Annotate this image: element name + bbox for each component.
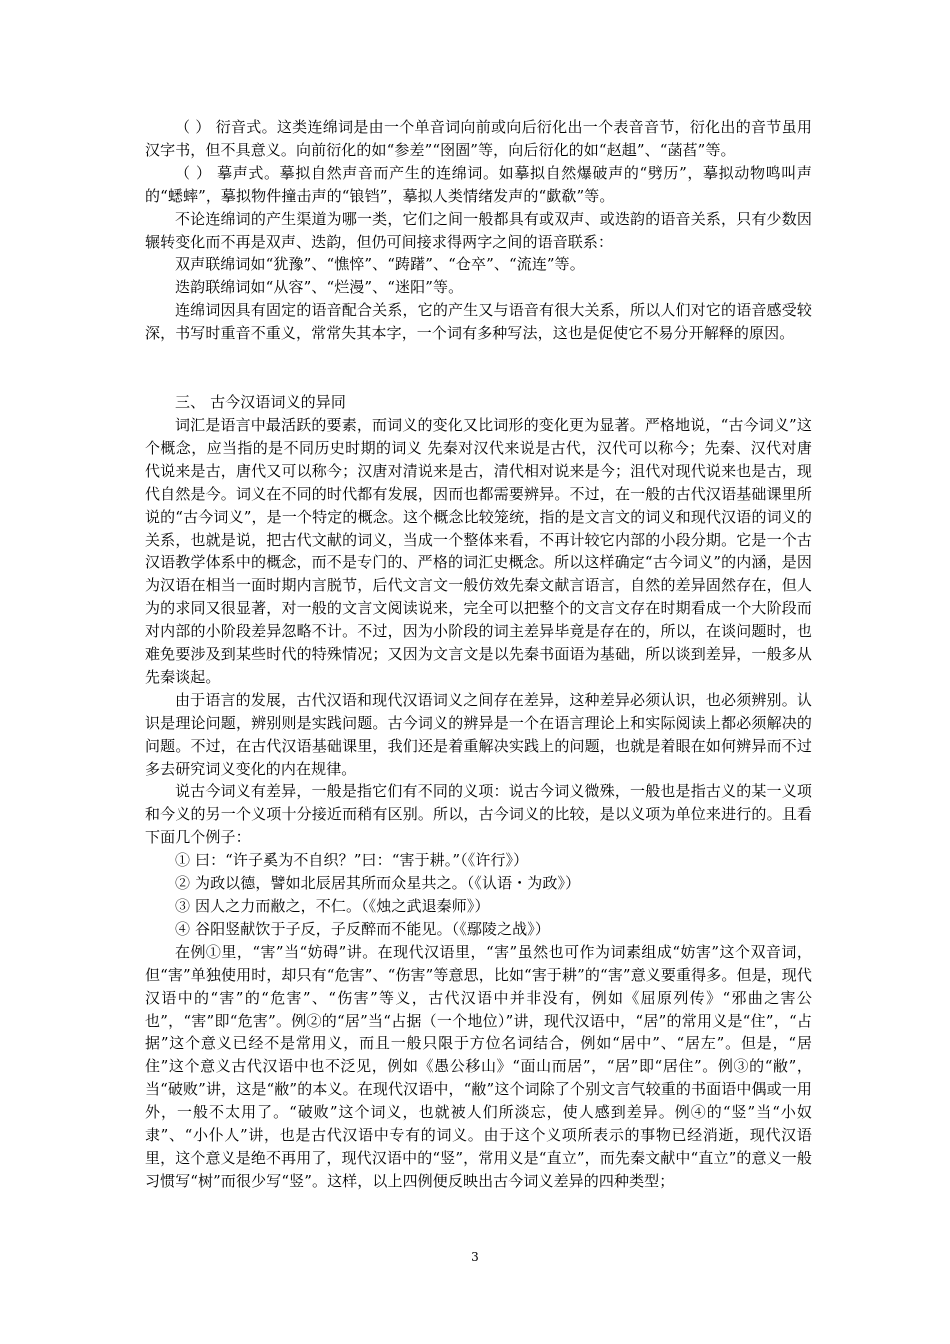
example-3: ③ 因人之力而敝之，不仁。（《烛之武退秦师》） bbox=[175, 897, 490, 915]
page-number: 3 bbox=[471, 1250, 479, 1264]
paragraph-yixiang: 说古今词义有差异，一般是指它们有不同的义项：说古今词义微殊，一般也是指古义的某一义项和今义的另一个义项十分接近而稍有区别。所以，古今词义的比较，是以义项为单位来进行的。且看下面几个例子： bbox=[145, 782, 812, 847]
example-2: ② 为政以德，譬如北辰居其所而众星共之。（《认语・为政》） bbox=[175, 874, 581, 893]
paragraph-bianyi: 由于语言的发展，古代汉语和现代汉语词义之间存在差异，这种差异必须认识，也必须辨别。认识是理论问题，辨别则是实践问题。古今词义的辨异是一个在语言理论上和实际阅读上都必须解决的问题。不过，在古代汉语基础课里，我们还是着重解决实践上的问题，也就是着眼在如何辨异而不过多去研究词义变化的内在规律。 bbox=[145, 690, 812, 778]
example-1: ① 曰：“许子奚为不自织？”曰：“害于耕。”（《许行》） bbox=[175, 851, 529, 870]
paragraph-shuangsheng-examples: 双声联绵词如“犹豫”、“憔悴”、“踌躇”、“仓卒”、“流连”等。 bbox=[175, 255, 585, 274]
example-4: ④ 谷阳竖献饮于子反，子反醉而不能见。（《鄢陵之战》） bbox=[175, 919, 550, 938]
paragraph-example-analysis: 在例①里，“害”当“妨碍”讲。在现代汉语里，“害”虽然也可作为词素组成“妨害”这个双音词，但“害”单独使用时，却只有“危害”、“伤害”等意思，比如“害于耕”的“害”意义要重得多。但是，现代汉语中的“害”的“危害”、“伤害”等义，古代汉语中并非没有，例如《屈原列传》“邪曲之害公也”，“害”即“危害”。例②的“居”当“占据（一个地位）”讲，现代汉语中，“居”的常用义是“住”，“占据”这个意义已经不是常用义，而且一般只限于方位名词结合，例如“居中”、“居左”。但是，“居住”这个意义古代汉语中也不泛见，例如《愚公移山》“面山而居”，“居”即“居住”。例③的“敝”，当“破败”讲，这是“敝”的本义。在现代汉语中，“敝”这个词除了个别文言气较重的书面语中偶或一用外，一般不太用了。“破败”这个词义，也就被人们所淡忘，使人感到差异。例④的“竖”当“小奴隶”、“小仆人”讲，也是古代汉语中专有的词义。由于这个义项所表示的事物已经消逝，现代汉语里，这个意义是绝不再用了，现代汉语中的“竖”，常用义是“直立”，而先秦文献中“直立”的意义一般习惯写“树”而很少写“竖”。这样，以上四例便反映出古今词义差异的四种类型； bbox=[145, 942, 812, 1190]
paragraph-mosheng: （ ） 摹声式。摹拟自然声音而产生的连绵词。如摹拟自然爆破声的“劈历”，摹拟动物鸣叫声的“蟋蟀”，摹拟物件撞击声的“锒铛”，摹拟人类情绪发声的“歔欷”等。 bbox=[145, 163, 812, 205]
section-heading: 三、 古今汉语词义的异同 bbox=[175, 393, 346, 412]
paragraph-lianmian-summary: 连绵词因具有固定的语音配合关系，它的产生又与语音有很大关系，所以人们对它的语音感受较深，书写时重音不重义，常常失其本字，一个词有多种写法，这也是促使它不易分开解释的原因。 bbox=[145, 301, 812, 343]
paragraph-gujin-concept: 词汇是语言中最活跃的要素，而词义的变化又比词形的变化更为显著。严格地说，“古今词义”这个概念，应当指的是不同历史时期的词义 先秦对汉代来说是古代，汉代可以称今；先秦、汉代对唐代说来是古，唐代又可以称今；汉唐对清说来是古，清代相对说来是今；沮代对现代说来也是古，现代自然是今。词义在不同的时代都有发展，因而也都需要辨异。不过，在一般的古代汉语基础课里所说的“古今词义”，是一个特定的概念。这个概念比较笼统，指的是文言文的词义和现代汉语的词义的关系，也就是说，把古代文献的词义，当成一个整体来看，不再计较它内部的小段分期。它是一个古汉语教学体系中的概念，而不是专门的、严格的词汇史概念。所以这样确定“古今词义”的内涵，是因为汉语在相当一面时期内言脱节，后代文言文一般仿效先秦文献言语言，自然的差异固然存在，但人为的求同又很显著，对一般的文言文阅读说来，完全可以把整个的文言文存在时期看成一个大阶段而对内部的小阶段差异忽略不计。不过，因为小阶段的词主差异毕竟是存在的，所以，在谈问题时，也难免要涉及到某些时代的特殊情况；又因为文言文是以先秦书面语为基础，所以谈到差异，一般多从先秦谈起。 bbox=[145, 415, 812, 686]
paragraph-dieyun-examples: 迭韵联绵词如“从容”、“烂漫”、“迷阳”等。 bbox=[175, 278, 464, 297]
section-spacer bbox=[145, 345, 812, 391]
paragraph-phonetic-relation: 不论连绵词的产生渠道为哪一类，它们之间一般都具有或双声、或迭韵的语音关系，只有少数因辗转变化而不再是双声、迭韵，但仍可间接求得两字之间的语音联系： bbox=[145, 209, 812, 251]
body-text bbox=[145, 116, 812, 1193]
paragraph-yanyin: （ ） 衍音式。这类连绵词是由一个单音词向前或向后衍化出一个表音音节，衍化出的音节虽用汉字书，但不具意义。向前衍化的如“参差”“囹圄”等，向后衍化的如“赵趄”、“菡萏”等。 bbox=[145, 118, 812, 159]
